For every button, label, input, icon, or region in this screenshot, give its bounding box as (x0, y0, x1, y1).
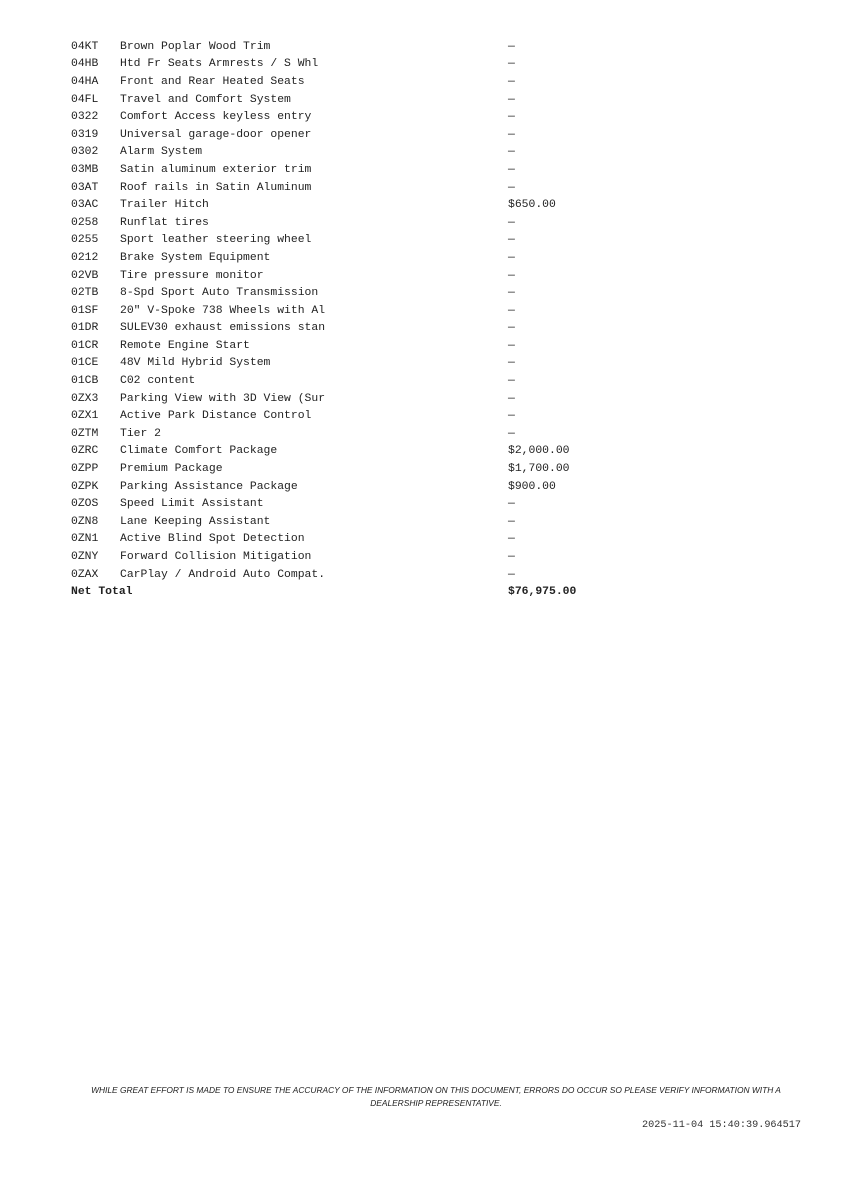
option-price: — (508, 339, 515, 352)
option-description: Front and Rear Heated Seats (120, 75, 305, 88)
option-price: $900.00 (508, 480, 556, 493)
option-row (71, 108, 631, 126)
option-code: 0ZN1 (71, 533, 99, 546)
net-total-row (71, 583, 631, 601)
options-list (71, 38, 631, 601)
option-row (71, 144, 631, 162)
option-row (71, 566, 631, 584)
option-code: 03AT (71, 181, 99, 194)
option-price: — (508, 234, 515, 247)
option-row (71, 460, 631, 478)
option-code: 02VB (71, 269, 99, 282)
option-row (71, 425, 631, 443)
option-row (71, 443, 631, 461)
option-price: — (508, 58, 515, 71)
option-price: — (508, 287, 515, 300)
option-code: 0ZAX (71, 568, 99, 581)
print-timestamp: 2025-11-04 15:40:39.964517 (642, 1120, 801, 1131)
option-row (71, 56, 631, 74)
option-price: — (508, 146, 515, 159)
option-row (71, 390, 631, 408)
option-row (71, 478, 631, 496)
option-price: — (508, 427, 515, 440)
net-total-price: $76,975.00 (508, 586, 577, 599)
option-price: — (508, 216, 515, 229)
option-row (71, 196, 631, 214)
option-code: 04FL (71, 93, 99, 106)
option-row (71, 372, 631, 390)
option-row (71, 267, 631, 285)
option-price: — (508, 410, 515, 423)
option-description: Sport leather steering wheel (120, 234, 312, 247)
option-description: Parking Assistance Package (120, 480, 298, 493)
option-price: — (508, 357, 515, 370)
option-row (71, 337, 631, 355)
option-description: Parking View with 3D View (Sur (120, 392, 326, 405)
option-price: — (508, 322, 515, 335)
option-price: — (508, 163, 515, 176)
option-price: — (508, 304, 515, 317)
option-description: Runflat tires (120, 216, 209, 229)
option-price: — (508, 93, 515, 106)
option-price: $650.00 (508, 199, 556, 212)
option-description: Brown Poplar Wood Trim (120, 40, 271, 53)
option-row (71, 407, 631, 425)
option-row (71, 513, 631, 531)
option-code: 01CR (71, 339, 99, 352)
option-code: 0319 (71, 128, 99, 141)
option-code: 0ZRC (71, 445, 99, 458)
option-row (71, 302, 631, 320)
option-code: 01SF (71, 304, 99, 317)
option-description: Lane Keeping Assistant (120, 515, 271, 528)
option-code: 0212 (71, 251, 99, 264)
option-description: CarPlay / Android Auto Compat. (120, 568, 326, 581)
option-row (71, 161, 631, 179)
option-description: Universal garage-door opener (120, 128, 312, 141)
option-code: 0ZOS (71, 498, 99, 511)
option-code: 0ZTM (71, 427, 99, 440)
option-price: — (508, 269, 515, 282)
disclaimer-text: WHILE GREAT EFFORT IS MADE TO ENSURE THE ACCURACY OF THE INFORMATION ON THIS DOCUMENT, ERRORS DO OCCUR SO PLEASE VERIFY INFORMATION WITH A DEALERSHIP REPRESENTATIVE. (91, 1085, 781, 1108)
option-description: 48V Mild Hybrid System (120, 357, 271, 370)
option-code: 04KT (71, 40, 99, 53)
option-code: 0ZPK (71, 480, 99, 493)
option-price: — (508, 515, 515, 528)
option-row (71, 495, 631, 513)
option-code: 0258 (71, 216, 99, 229)
option-row (71, 284, 631, 302)
option-code: 0302 (71, 146, 99, 159)
option-price: $2,000.00 (508, 445, 570, 458)
option-code: 01CE (71, 357, 99, 370)
option-description: Roof rails in Satin Aluminum (120, 181, 312, 194)
option-description: Active Blind Spot Detection (120, 533, 305, 546)
option-description: Alarm System (120, 146, 203, 159)
option-row (71, 73, 631, 91)
option-description: Forward Collision Mitigation (120, 551, 312, 564)
option-code: 0ZX3 (71, 392, 99, 405)
option-price: — (508, 181, 515, 194)
option-row (71, 355, 631, 373)
option-price: — (508, 40, 515, 53)
option-description: Travel and Comfort System (120, 93, 291, 106)
option-row (71, 126, 631, 144)
option-description: Active Park Distance Control (120, 410, 312, 423)
option-code: 0ZN8 (71, 515, 99, 528)
option-code: 0255 (71, 234, 99, 247)
option-description: SULEV30 exhaust emissions stan (120, 322, 326, 335)
option-price: — (508, 111, 515, 124)
option-row (71, 531, 631, 549)
option-description: Brake System Equipment (120, 251, 271, 264)
option-price: — (508, 533, 515, 546)
net-total-label: Net Total (71, 586, 133, 599)
option-description: 20" V-Spoke 738 Wheels with Al (120, 304, 326, 317)
option-price: — (508, 568, 515, 581)
option-price: — (508, 375, 515, 388)
option-code: 04HB (71, 58, 99, 71)
option-description: 8-Spd Sport Auto Transmission (120, 287, 319, 300)
option-row (71, 91, 631, 109)
option-price: — (508, 75, 515, 88)
option-row (71, 179, 631, 197)
option-description: Satin aluminum exterior trim (120, 163, 312, 176)
option-price: — (508, 551, 515, 564)
option-price: — (508, 128, 515, 141)
option-description: Trailer Hitch (120, 199, 209, 212)
option-description: Remote Engine Start (120, 339, 250, 352)
option-row (71, 214, 631, 232)
option-code: 0ZNY (71, 551, 99, 564)
option-code: 04HA (71, 75, 99, 88)
option-code: 03MB (71, 163, 99, 176)
option-code: 01DR (71, 322, 99, 335)
option-row (71, 548, 631, 566)
option-description: Comfort Access keyless entry (120, 111, 312, 124)
option-description: Htd Fr Seats Armrests / S Whl (120, 58, 319, 71)
option-description: C02 content (120, 375, 196, 388)
option-code: 0ZX1 (71, 410, 99, 423)
option-code: 0ZPP (71, 463, 99, 476)
option-price: $1,700.00 (508, 463, 570, 476)
option-description: Tire pressure monitor (120, 269, 264, 282)
option-row (71, 320, 631, 338)
option-description: Premium Package (120, 463, 223, 476)
option-row (71, 249, 631, 267)
option-price: — (508, 251, 515, 264)
option-row (71, 232, 631, 250)
option-price: — (508, 392, 515, 405)
option-description: Speed Limit Assistant (120, 498, 264, 511)
option-code: 0322 (71, 111, 99, 124)
option-description: Climate Comfort Package (120, 445, 278, 458)
option-price: — (508, 498, 515, 511)
option-code: 02TB (71, 287, 99, 300)
option-description: Tier 2 (120, 427, 162, 440)
option-code: 03AC (71, 199, 99, 212)
option-row (71, 38, 631, 56)
option-code: 01CB (71, 375, 99, 388)
